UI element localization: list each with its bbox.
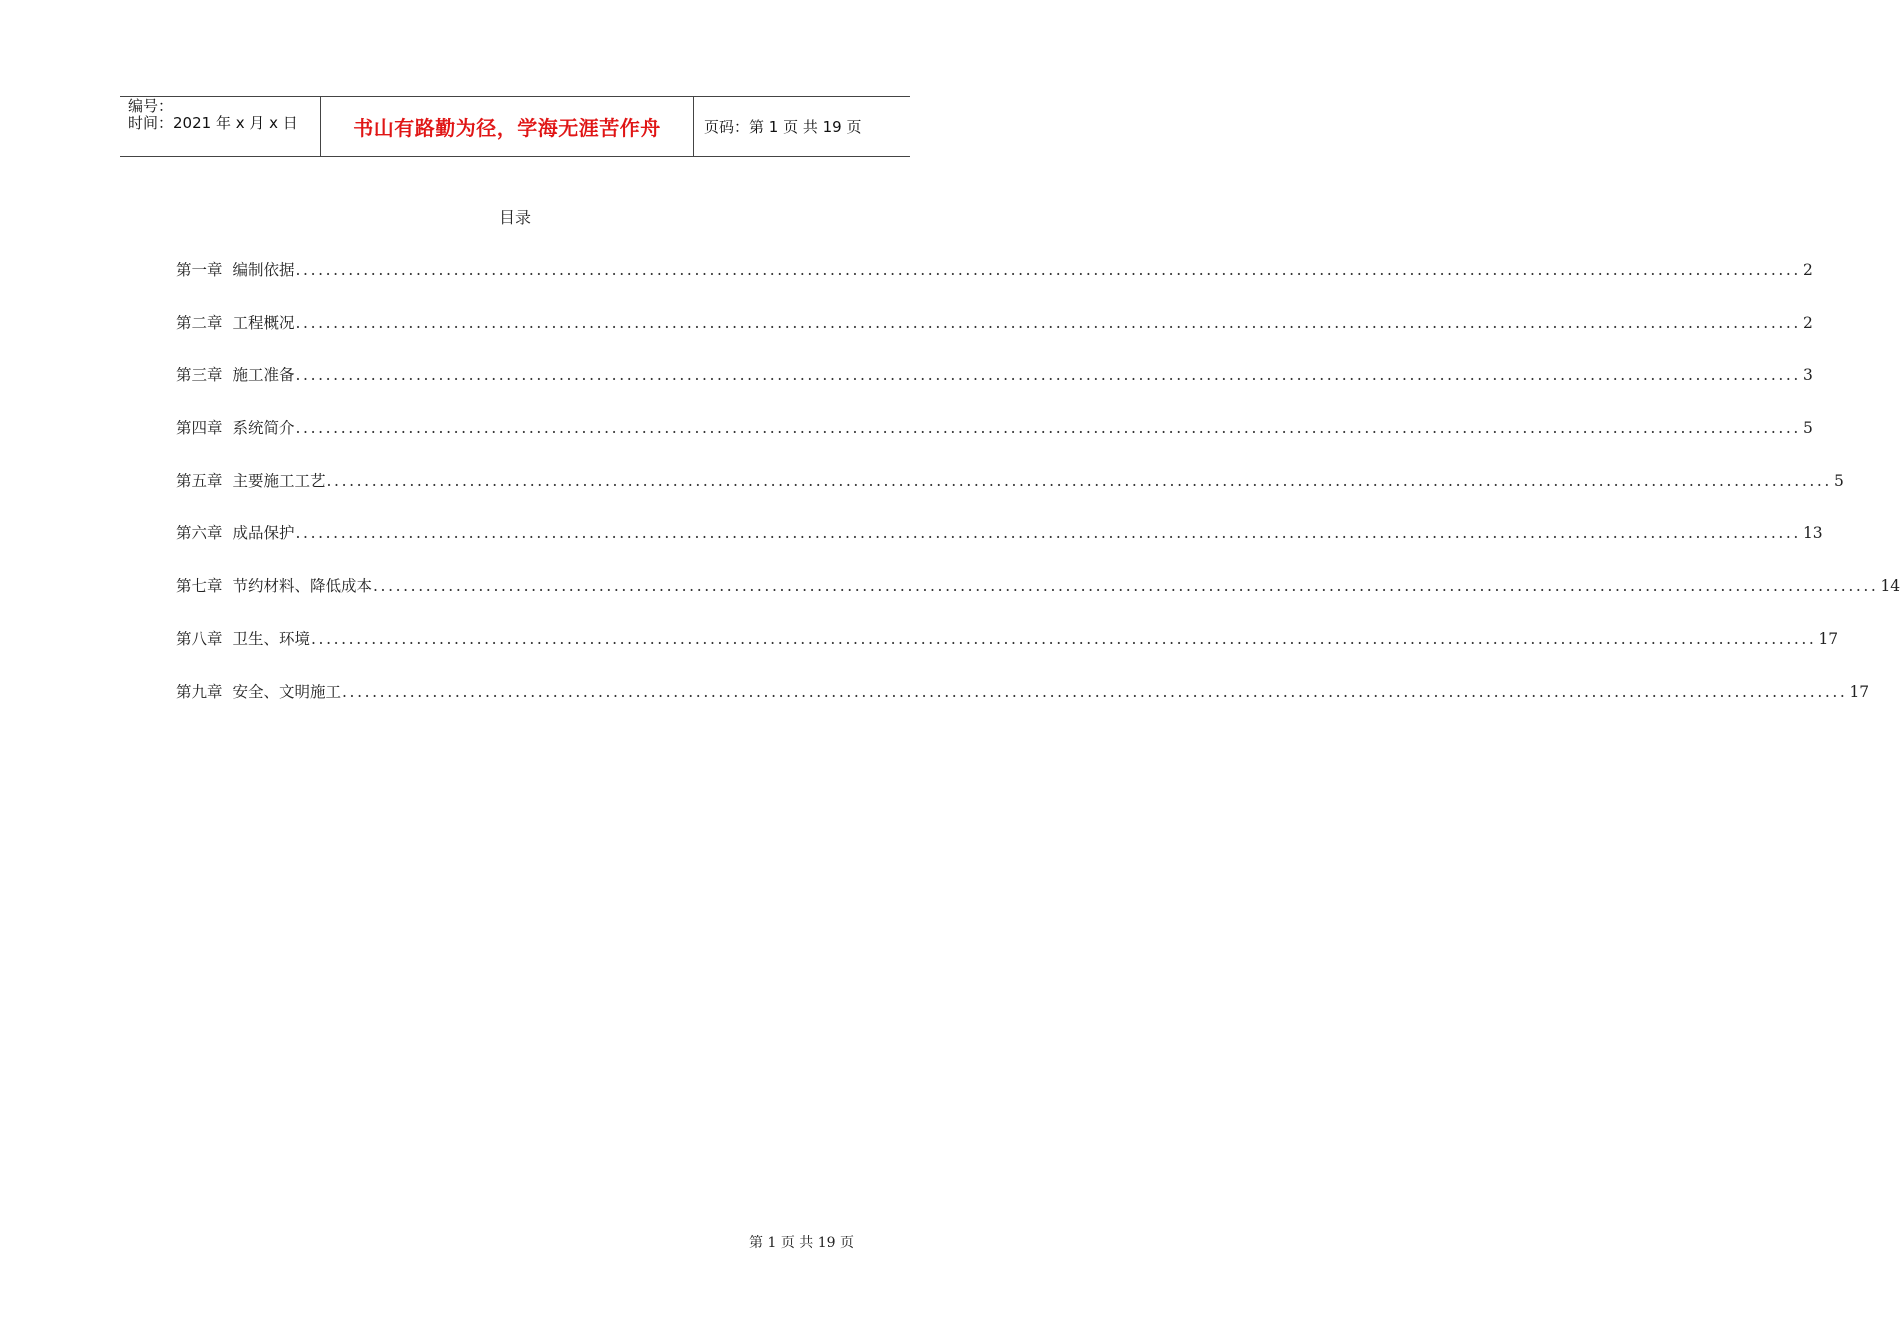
document-header [120,96,910,157]
header-motto-cell [321,97,694,156]
toc-entry[interactable] [176,416,1813,469]
toc-page-number: 14 [1880,577,1900,596]
toc-page-number: 5 [1802,419,1813,438]
toc-dot-leader: ........................................................................................................................................................................................................ [373,577,1879,596]
toc-dot-leader: ........................................................................................................................................................................................................ [342,682,1848,701]
toc-page-number: 2 [1802,313,1813,332]
toc-chapter-title: 节约材料、降低成本 [232,577,373,596]
toc-dot-leader: ........................................................................................................................................................................................................ [311,629,1817,648]
toc-entry[interactable] [176,627,1839,680]
toc-chapter-title: 工程概况 [232,313,295,332]
toc-dot-leader: ........................................................................................................................................................................................................ [295,313,1801,332]
toc-title: 目录 [498,208,531,227]
footer-page-info: 第 1 页 共 19 页 [749,1235,854,1251]
toc-chapter-number: 第九章 [176,682,223,701]
toc-page-number: 17 [1818,629,1839,648]
toc-page-number: 17 [1849,682,1870,701]
table-of-contents [176,258,1900,732]
toc-chapter-number: 第五章 [176,471,223,490]
toc-chapter-number: 第二章 [176,313,223,332]
toc-chapter-title: 卫生、环境 [232,629,311,648]
toc-chapter-number: 第三章 [176,366,223,385]
toc-entry[interactable] [176,469,1844,522]
toc-dot-leader: ........................................................................................................................................................................................................ [295,524,1801,543]
toc-page-number: 13 [1802,524,1823,543]
toc-entry[interactable] [176,521,1823,574]
header-motto: 书山有路勤为径，学海无涯苦作舟 [353,116,661,140]
toc-chapter-title: 编制依据 [232,261,295,279]
toc-dot-leader: ........................................................................................................................................................................................................ [295,419,1801,438]
toc-chapter-number: 第六章 [176,524,223,543]
document-number-label: 编号： [128,97,174,115]
toc-chapter-title: 施工准备 [232,366,295,385]
header-page-cell [694,97,910,156]
toc-dot-leader: ........................................................................................................................................................................................................ [326,471,1832,490]
toc-entry[interactable] [176,574,1900,627]
toc-entry[interactable] [176,311,1813,364]
toc-dot-leader: ........................................................................................................................................................................................................ [295,261,1801,279]
toc-chapter-number: 第四章 [176,419,223,438]
header-page-info: 页码：第 1 页 共 19 页 [704,118,862,136]
toc-chapter-title: 系统简介 [232,419,295,438]
toc-chapter-title: 成品保护 [232,524,295,543]
toc-chapter-title: 安全、文明施工 [232,682,342,701]
toc-entry[interactable] [176,258,1813,311]
toc-entry[interactable] [176,363,1813,416]
toc-chapter-number: 第八章 [176,629,223,648]
toc-page-number: 3 [1802,366,1813,385]
toc-page-number: 5 [1833,471,1844,490]
toc-chapter-number: 第一章 [176,261,223,279]
header-meta-cell [120,97,321,156]
toc-chapter-number: 第七章 [176,577,223,596]
document-time: 时间：2021 年 x 月 x 日 [128,114,298,132]
toc-dot-leader: ........................................................................................................................................................................................................ [295,366,1801,385]
toc-page-number: 2 [1802,261,1813,279]
toc-chapter-title: 主要施工工艺 [232,471,326,490]
toc-entry[interactable] [176,680,1870,733]
